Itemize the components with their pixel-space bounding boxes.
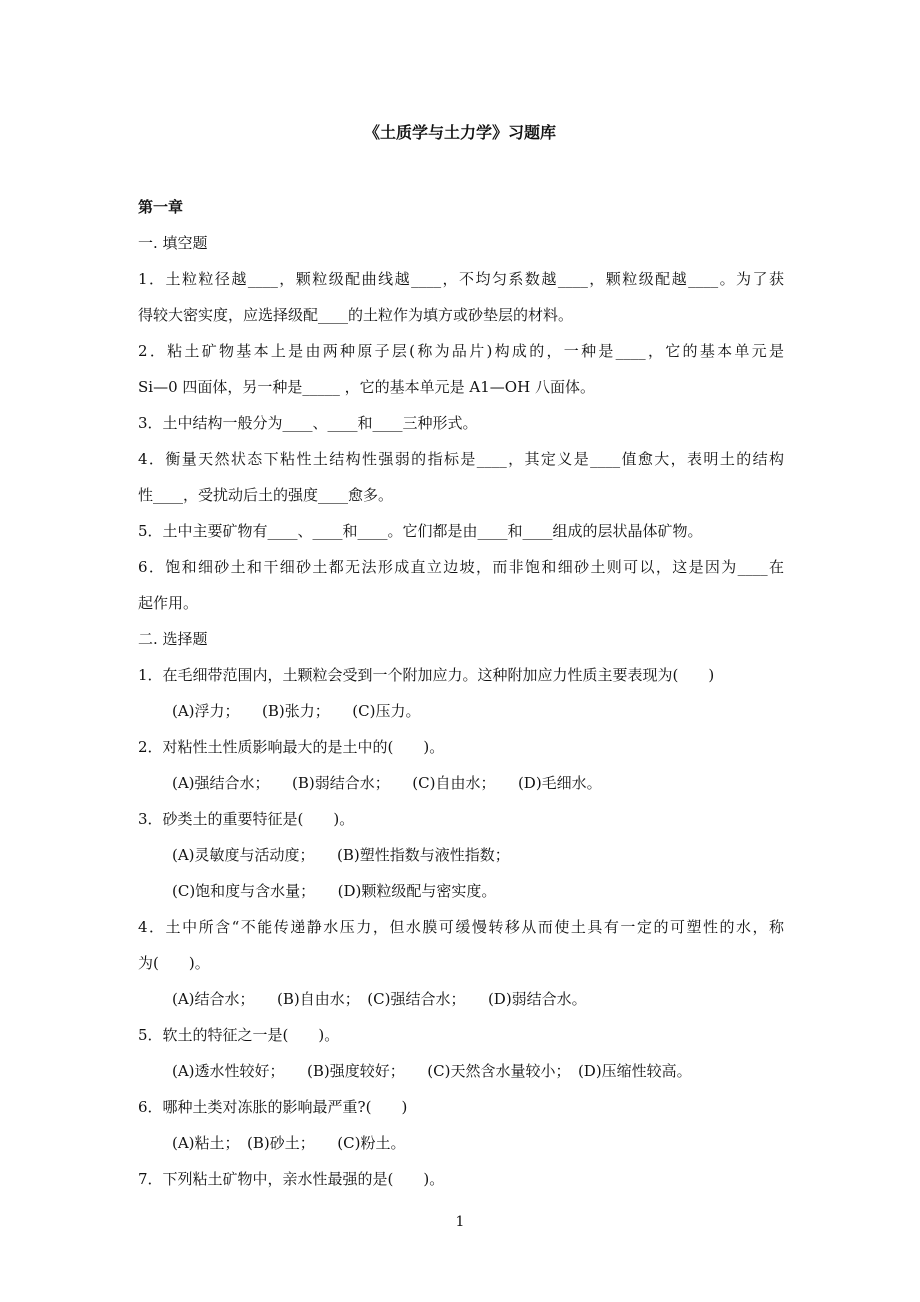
fill-question-4-line-2: 性____，受扰动后土的强度____愈多。 bbox=[138, 486, 394, 504]
chapter-heading: 第一章 bbox=[138, 198, 184, 216]
choice-question-7-stem: 7．下列粘土矿物中，亲水性最强的是( )。 bbox=[138, 1170, 445, 1188]
fill-question-6-line-1: 6．饱和细砂土和干细砂土都无法形成直立边坡，而非饱和细砂土则可以，这是因为____在 bbox=[138, 558, 784, 576]
page-number: 1 bbox=[455, 1214, 465, 1230]
document-title: 《土质学与土力学》习题库 bbox=[363, 123, 556, 142]
choice-question-1-options: (A)浮力； (B)张力； (C)压力。 bbox=[172, 702, 421, 720]
choice-question-1-stem: 1．在毛细带范围内，土颗粒会受到一个附加应力。这种附加应力性质主要表现为( ) bbox=[138, 666, 715, 684]
choice-question-3-options-2: (C)饱和度与含水量； (D)颗粒级配与密实度。 bbox=[172, 882, 497, 900]
choice-question-4-stem-1: 4．土中所含“不能传递静水压力，但水膜可缓慢转移从而使土具有一定的可塑性的水，称 bbox=[138, 918, 784, 936]
choice-section-heading: 二. 选择题 bbox=[138, 630, 208, 648]
choice-question-2-stem: 2．对粘性土性质影响最大的是土中的( )。 bbox=[138, 738, 445, 756]
fill-question-1-line-2: 得较大密实度，应选择级配____的土粒作为填方或砂垫层的材料。 bbox=[138, 306, 574, 324]
fill-question-2-line-1: 2．粘土矿物基本上是由两种原子层(称为品片)构成的，一种是____，它的基本单元是 bbox=[138, 342, 784, 360]
choice-question-6-stem: 6．哪种土类对冻胀的影响最严重?( ) bbox=[138, 1098, 408, 1116]
fill-question-4-line-1: 4．衡量天然状态下粘性土结构性强弱的指标是____，其定义是____值愈大，表明土的结构 bbox=[138, 450, 784, 468]
choice-question-4-options: (A)结合水； (B)自由水； (C)强结合水； (D)弱结合水。 bbox=[172, 990, 587, 1008]
choice-question-5-stem: 5．软土的特征之一是( )。 bbox=[138, 1026, 340, 1044]
fill-question-2-line-2: Si—0 四面体，另一种是_____ ，它的基本单元是 A1—OH 八面体。 bbox=[138, 378, 595, 396]
fill-question-5: 5．土中主要矿物有____、____和____。它们都是由____和____组成的层状晶体矿物。 bbox=[138, 522, 703, 540]
fill-question-1-line-1: 1．土粒粒径越____，颗粒级配曲线越____，不均匀系数越____，颗粒级配越____。为了获 bbox=[138, 270, 784, 288]
choice-question-6-options: (A)粘土； (B)砂土； (C)粉土。 bbox=[172, 1134, 406, 1152]
choice-question-5-options: (A)透水性较好； (B)强度较好； (C)天然含水量较小； (D)压缩性较高。 bbox=[172, 1062, 692, 1080]
choice-question-2-options: (A)强结合水； (B)弱结合水； (C)自由水； (D)毛细水。 bbox=[172, 774, 602, 792]
fill-section-heading: 一. 填空题 bbox=[138, 234, 208, 252]
fill-question-6-line-2: 起作用。 bbox=[138, 594, 199, 612]
document-body bbox=[138, 189, 784, 1197]
choice-question-3-options-1: (A)灵敏度与活动度； (B)塑性指数与液性指数； bbox=[172, 846, 510, 864]
fill-question-3: 3．土中结构一般分为____、____和____三种形式。 bbox=[138, 414, 478, 432]
choice-question-3-stem: 3．砂类土的重要特征是( )。 bbox=[138, 810, 355, 828]
choice-question-4-stem-2: 为( )。 bbox=[138, 954, 210, 972]
